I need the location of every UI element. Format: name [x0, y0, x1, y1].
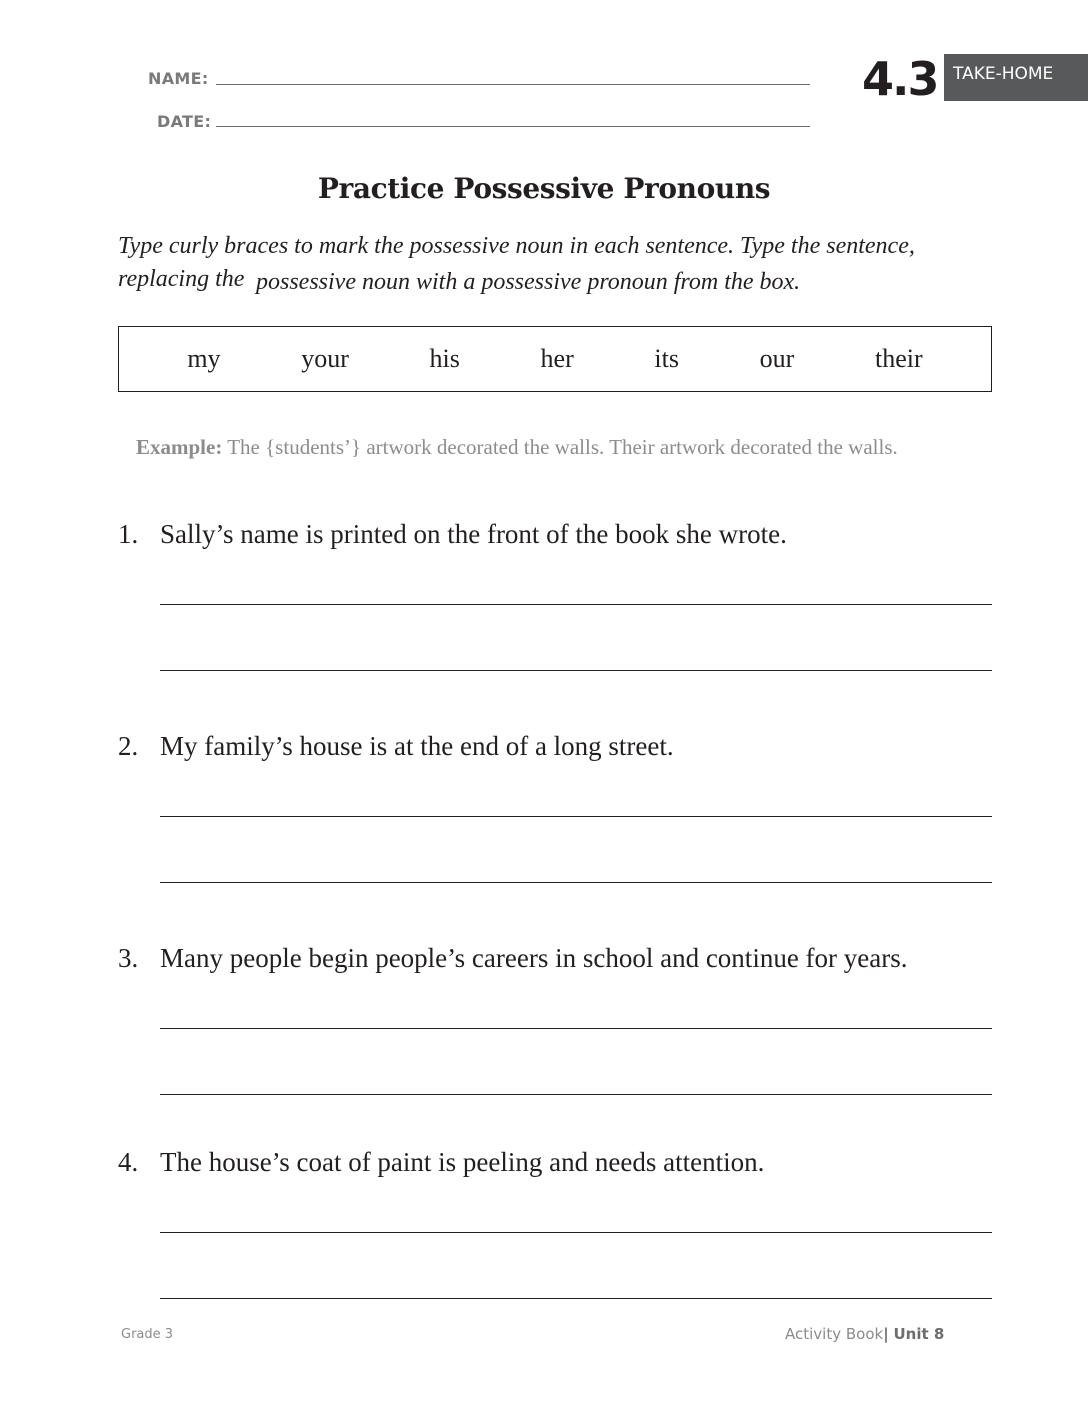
word-my: my	[187, 344, 221, 373]
name-field-line[interactable]	[216, 84, 810, 85]
question-1-text: Sally’s name is printed on the front of the book she wrote.	[160, 519, 787, 549]
lesson-number: 4.3	[862, 52, 938, 106]
footer-book-info	[785, 1325, 944, 1343]
footer-book-title: Activity Book	[785, 1325, 884, 1343]
question-1-answer-line-1[interactable]	[160, 604, 992, 605]
footer-unit: Unit 8	[893, 1325, 945, 1343]
instructions-line-1: Type curly braces to mark the possessive noun in each sentence. Type the sentence,	[118, 233, 915, 259]
instructions-line-2b: possessive noun with a possessive pronoun from the box.	[256, 269, 801, 295]
question-4-number: 4.	[118, 1147, 139, 1177]
date-label: DATE:	[157, 112, 212, 131]
word-her: her	[540, 344, 574, 373]
word-your: your	[301, 344, 349, 373]
question-4-text: The house’s coat of paint is peeling and needs attention.	[160, 1147, 765, 1177]
word-their: their	[874, 344, 923, 373]
take-home-badge: TAKE-HOME	[944, 54, 1088, 101]
footer-grade: Grade 3	[121, 1327, 174, 1342]
pronoun-word-box	[118, 326, 992, 392]
question-2-number: 2.	[118, 731, 139, 761]
question-2-answer-line-1[interactable]	[160, 816, 992, 817]
question-2-text: My family’s house is at the end of a long street.	[160, 731, 674, 761]
word-its: its	[654, 344, 679, 373]
question-1-number: 1.	[118, 519, 139, 549]
example-label: Example:	[136, 435, 223, 459]
question-3-answer-line-2[interactable]	[160, 1094, 992, 1095]
word-his: his	[429, 344, 460, 373]
date-field-line[interactable]	[216, 126, 810, 127]
question-3-answer-line-1[interactable]	[160, 1028, 992, 1029]
question-4-answer-line-1[interactable]	[160, 1232, 992, 1233]
question-2-answer-line-2[interactable]	[160, 882, 992, 883]
question-3-text: Many people begin people’s careers in school and continue for years.	[160, 943, 908, 973]
word-our: our	[759, 344, 795, 373]
question-4-answer-line-2[interactable]	[160, 1298, 992, 1299]
footer-separator: |	[883, 1325, 889, 1343]
instructions-line-2a: replacing the	[118, 266, 245, 292]
name-label: NAME:	[148, 69, 209, 88]
question-3-number: 3.	[118, 943, 139, 973]
example-text: The {students’} artwork decorated the walls. Their artwork decorated the walls.	[227, 435, 898, 459]
page-title: Practice Possessive Pronouns	[317, 172, 771, 205]
example	[136, 435, 898, 460]
question-1-answer-line-2[interactable]	[160, 670, 992, 671]
